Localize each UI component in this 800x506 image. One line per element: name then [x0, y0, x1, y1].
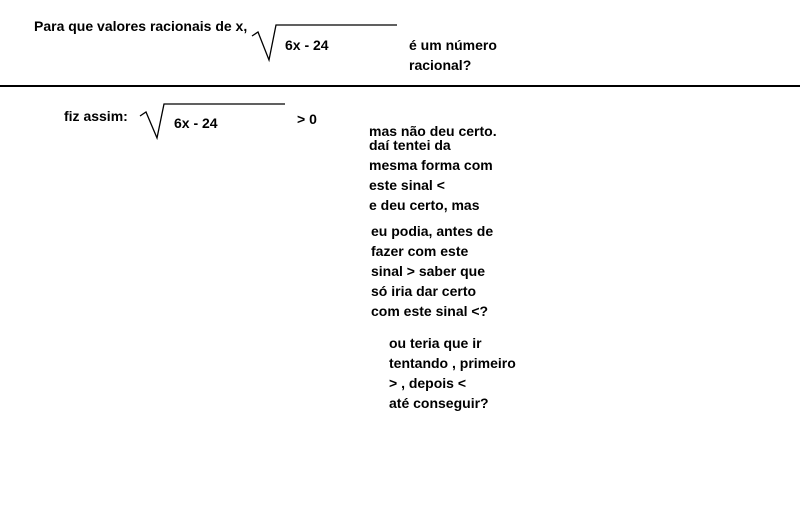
attempt-radicand: 6x - 24 — [174, 115, 218, 131]
note-line: eu podia, antes de — [371, 223, 494, 239]
question-suffix-line1: é um número — [409, 37, 497, 53]
note-line: fazer com este — [371, 243, 469, 259]
note-line: só iria dar certo — [371, 283, 477, 299]
question-prefix: Para que valores racionais de x, — [34, 18, 248, 34]
note-line: este sinal < — [369, 177, 445, 193]
attempt-comparison: > 0 — [297, 111, 317, 127]
attempt-label: fiz assim: — [64, 108, 128, 124]
question-radicand: 6x - 24 — [285, 37, 329, 53]
note-line: mas não deu certo. — [369, 123, 497, 139]
note-line: com este sinal <? — [371, 303, 489, 319]
note-line: e deu certo, mas — [369, 197, 480, 213]
question-suffix-line2: racional? — [409, 57, 472, 73]
note-line: sinal > saber que — [371, 263, 485, 279]
note-line: mesma forma com — [369, 157, 493, 173]
note-line: tentando , primeiro — [389, 355, 516, 371]
note-line: ou teria que ir — [389, 335, 482, 351]
note-line: > , depois < — [389, 375, 467, 391]
divider-line — [0, 85, 800, 87]
note-line: até conseguir? — [389, 395, 489, 411]
note-line: daí tentei da — [369, 137, 451, 153]
